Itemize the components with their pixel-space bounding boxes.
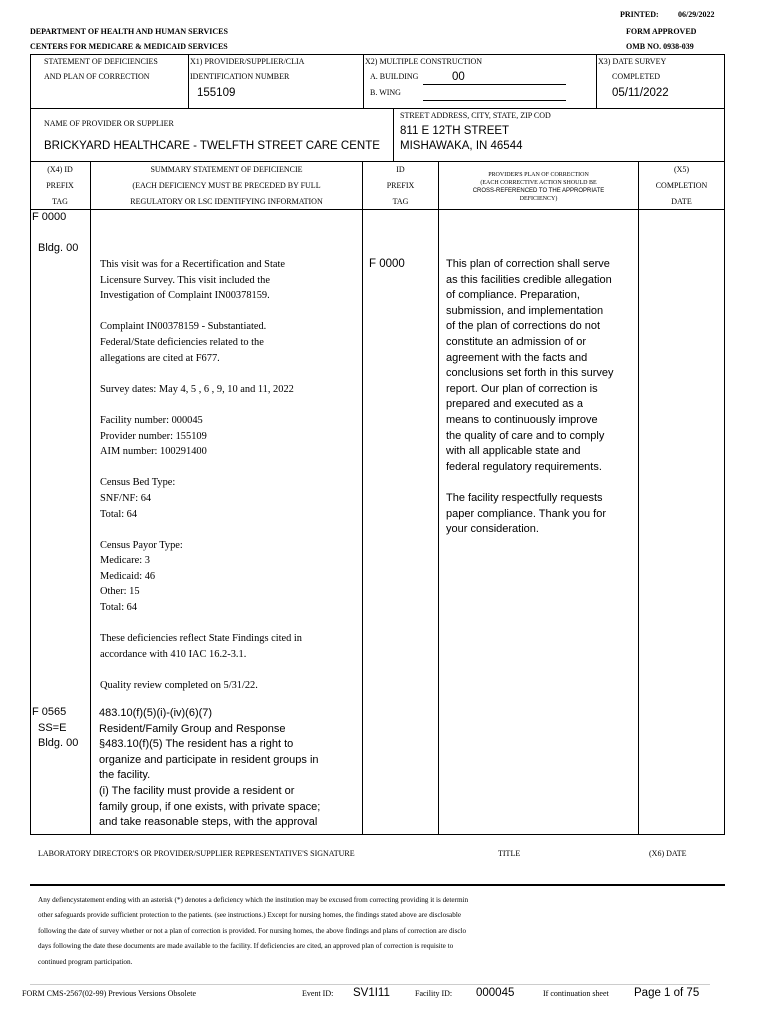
summary-line [100,662,302,678]
summary-line [100,304,302,320]
notice-line-5: continued program participation. [38,958,133,966]
summary-header-3: REGULATORY OR LSC IDENTIFYING INFORMATION [130,197,323,206]
x3-label: X3) DATE SURVEY [598,57,667,66]
summary-line [100,616,302,632]
summary-line: allegations are cited at F677. [100,352,220,364]
plan-line: your consideration. [446,523,539,536]
summary-line: Census Payor Type: [100,539,183,551]
plan-line: of the plan of corrections do not [446,320,601,333]
provider-id-number: 155109 [197,87,236,99]
summary-line: Investigation of Complaint IN00378159. [100,290,270,302]
event-id: SV1I11 [353,987,390,999]
id-header-1: ID [396,165,405,174]
plan-header-1: PROVIDER'S PLAN OF CORRECTION [488,172,589,178]
plan-line: prepared and executed as a [446,398,583,411]
facility-id-label: Facility ID: [415,989,453,998]
building-line [423,84,566,85]
summary-line: Medicaid: 46 [100,570,156,582]
summary-line: Federal/State deficiencies related to the [100,336,264,348]
x5-header-2: COMPLETION [655,181,708,190]
summary-line: (i) The facility must provide a resident or [99,784,295,797]
plan-line: federal regulatory requirements. [446,460,602,473]
id-header-2: PREFIX [386,181,415,190]
plan-line: constitute an admission of or [446,335,587,348]
department-name: DEPARTMENT OF HEALTH AND HUMAN SERVICES [30,27,228,36]
summary-header-2: (EACH DEFICIENCY MUST BE PRECEDED BY FULL [132,181,321,190]
plan-of-correction-text [446,257,614,538]
summary-line: family group, if one exists, with private space; [99,800,321,813]
continuation-label: If continuation sheet [543,989,609,998]
id-tag-f0000: F 0000 [369,258,405,270]
building-label: A. BUILDING [370,72,419,81]
rule [30,54,725,55]
notice-line-1: Any defiencystatement ending with an asterisk (*) denotes a deficiency which the institution may be excused from correcting providing it is determin [38,896,469,904]
printed-label: PRINTED: [620,10,659,19]
form-approved: FORM APPROVED [626,27,697,36]
summary-line [100,460,302,476]
summary-line: These deficiencies reflect State Findings cited in [100,633,302,645]
summary-line: §483.10(f)(5) The resident has a right to [99,738,294,751]
summary-line [100,397,302,413]
date-label: (X6) DATE [649,849,687,858]
form-number: FORM CMS-2567(02-99) Previous Versions Obsolete [22,989,197,998]
plan-line: The facility respectfully requests [446,491,603,504]
x4-header-2: PREFIX [46,181,74,190]
plan-line: means to continuously improve [446,413,598,426]
rule [438,161,439,835]
summary-line: accordance with 410 IAC 16.2-3.1. [100,648,247,660]
title-label: TITLE [498,849,521,858]
plan-line: submission, and implementation [446,304,604,317]
summary-line: Licensure Survey. This visit included the [100,274,270,286]
provider-name: BRICKYARD HEALTHCARE - TWELFTH STREET CARE CENTE [44,140,380,152]
plan-header-2: (EACH CORRECTIVE ACTION SHOULD BE [480,180,597,186]
notice-line-3: following the date of survey whether or not a plan of correction is provided. For nursing homes, the above findings and plans of correction are disclo [38,927,467,935]
summary-line: Total: 64 [100,602,138,614]
survey-date: 05/11/2022 [612,87,669,99]
x2-label: X2) MULTIPLE CONSTRUCTION [365,57,483,66]
summary-line: Complaint IN00378159 - Substantiated. [100,321,267,333]
x4-header-3: TAG [52,197,68,206]
summary-line: organize and participate in resident groups in [99,753,319,766]
wing-line [423,100,566,101]
plan-line: agreement with the facts and [446,351,588,364]
summary-line: Survey dates: May 4, 5 , 6 , 9, 10 and 11, 2022 [100,383,294,395]
centers-name: CENTERS FOR MEDICARE & MEDICAID SERVICES [30,42,228,51]
rule [30,984,710,985]
rule [362,161,363,835]
summary-text-f0000 [100,257,302,694]
omb-number: OMB NO. 0938-039 [626,42,694,51]
plan-line: as this facilities credible allegation [446,273,612,286]
rule [188,54,189,108]
summary-line: This visit was for a Recertification and State [100,259,285,270]
rule [90,161,91,835]
x5-header-1: (X5) [673,165,690,174]
city-state-zip: MISHAWAKA, IN 46544 [400,140,523,152]
summary-line: SNF/NF: 64 [100,492,152,504]
notice-line-2: other safeguards provide sufficient protection to the patients. (see instructions.) Except for nursing homes, the findings stated above are disclosable [38,911,462,919]
rule [30,108,725,109]
summary-text-f0565 [99,706,320,831]
summary-line: Other: 15 [100,586,140,598]
plan-line: This plan of correction shall serve [446,258,610,270]
x1-label: X1) PROVIDER/SUPPLIER/CLIA [190,57,305,66]
bldg-00: Bldg. 00 [38,242,79,254]
summary-line: Provider number: 155109 [100,430,207,442]
street-address: 811 E 12TH STREET [400,125,510,137]
rule [30,161,725,162]
signature-label: LABORATORY DIRECTOR'S OR PROVIDER/SUPPLIER REPRESENTATIVE'S SIGNATURE [38,849,355,858]
summary-header-1: SUMMARY STATEMENT OF DEFICIENCIE [150,165,303,174]
rule [30,209,725,210]
tag-f0565: F 0565 [32,706,67,718]
facility-id: 000045 [476,987,515,999]
bldg-00-f0565: Bldg. 00 [38,737,79,749]
plan-line: the quality of care and to comply [446,429,605,442]
statement-label-2: AND PLAN OF CORRECTION [44,72,150,81]
id-header-3: TAG [392,197,409,206]
plan-line: of compliance. Preparation, [446,289,580,302]
x1-sublabel: IDENTIFICATION NUMBER [190,72,290,81]
plan-line [446,475,614,491]
x5-header-3: DATE [671,197,692,206]
summary-line: Quality review completed on 5/31/22. [100,680,258,692]
x3-sublabel: COMPLETED [612,72,660,81]
page-number: Page 1 of 75 [634,987,700,999]
address-label: STREET ADDRESS, CITY, STATE, ZIP COD [400,111,551,120]
plan-line: with all applicable state and [446,445,581,458]
plan-header-3: CROSS-REFERENCED TO THE APPROPRIATE [472,188,605,194]
summary-line: and take reasonable steps, with the approval [99,816,318,829]
rule [30,834,725,835]
rule [393,108,394,161]
building-value: 00 [452,71,465,83]
summary-line: Facility number: 000045 [100,414,203,426]
summary-line: 483.10(f)(5)(i)-(iv)(6)(7) [99,707,213,719]
rule [363,54,364,108]
plan-line: paper compliance. Thank you for [446,507,606,520]
rule [724,54,725,835]
x4-header-1: (X4) ID [47,165,73,174]
rule [30,884,725,886]
summary-line: Resident/Family Group and Response [99,722,286,735]
plan-line: conclusions set forth in this survey [446,367,614,380]
provider-name-label: NAME OF PROVIDER OR SUPPLIER [44,119,174,128]
statement-label-1: STATEMENT OF DEFICIENCIES [44,57,158,66]
summary-line [100,522,302,538]
summary-line: Census Bed Type: [100,477,176,489]
scope-severity: SS=E [38,722,67,734]
rule [638,161,639,835]
summary-line: Total: 64 [100,508,138,520]
plan-line: report. Our plan of correction is [446,382,598,395]
rule [596,54,597,108]
summary-line: AIM number: 100291400 [100,446,207,458]
summary-line: Medicare: 3 [100,555,150,567]
notice-line-4: days following the date these documents are made available to the facility. If deficiencies are cited, an approved plan of correction is requisite to [38,942,454,950]
summary-line: the facility. [99,769,151,782]
event-id-label: Event ID: [302,989,334,998]
plan-header-4: DEFICIENCY) [519,196,558,202]
tag-f0000: F 0000 [32,211,67,223]
printed-date: 06/29/2022 [678,10,715,19]
summary-line [100,366,302,382]
wing-label: B. WING [370,88,401,97]
